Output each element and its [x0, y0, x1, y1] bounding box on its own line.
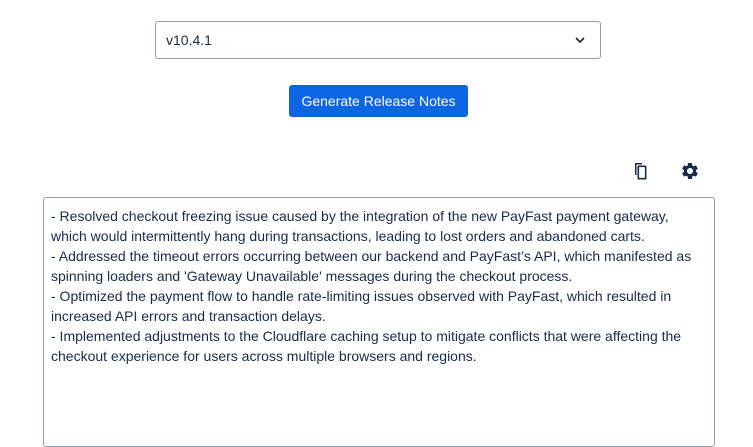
release-note-line: - Addressed the timeout errors occurring between our backend and PayFast’s API, which manifested as spinning loaders and 'Gateway Unavailable' messages during the checkout process.: [51, 248, 692, 284]
gear-icon: [680, 161, 700, 186]
generate-release-notes-button[interactable]: Generate Release Notes: [289, 85, 468, 117]
release-note-line: - Optimized the payment flow to handle rate-limiting issues observed with PayFast, which resulted in increased API errors and transaction delays.: [51, 288, 672, 324]
copy-button[interactable]: [627, 160, 653, 186]
copy-icon: [631, 161, 649, 186]
version-select[interactable]: [155, 21, 601, 59]
version-select-value: v10.4.1: [166, 32, 212, 48]
release-notes-textarea[interactable]: [43, 197, 715, 447]
chevron-down-icon: [572, 32, 588, 48]
settings-button[interactable]: [677, 160, 703, 186]
release-note-line: - Resolved checkout freezing issue caused by the integration of the new PayFast payment gateway, which would intermittently hang during transactions, leading to lost orders and abandoned carts.: [51, 208, 669, 244]
release-note-line: - Implemented adjustments to the Cloudflare caching setup to mitigate conflicts that were affecting the checkout experience for users across multiple browsers and regions.: [51, 328, 682, 364]
